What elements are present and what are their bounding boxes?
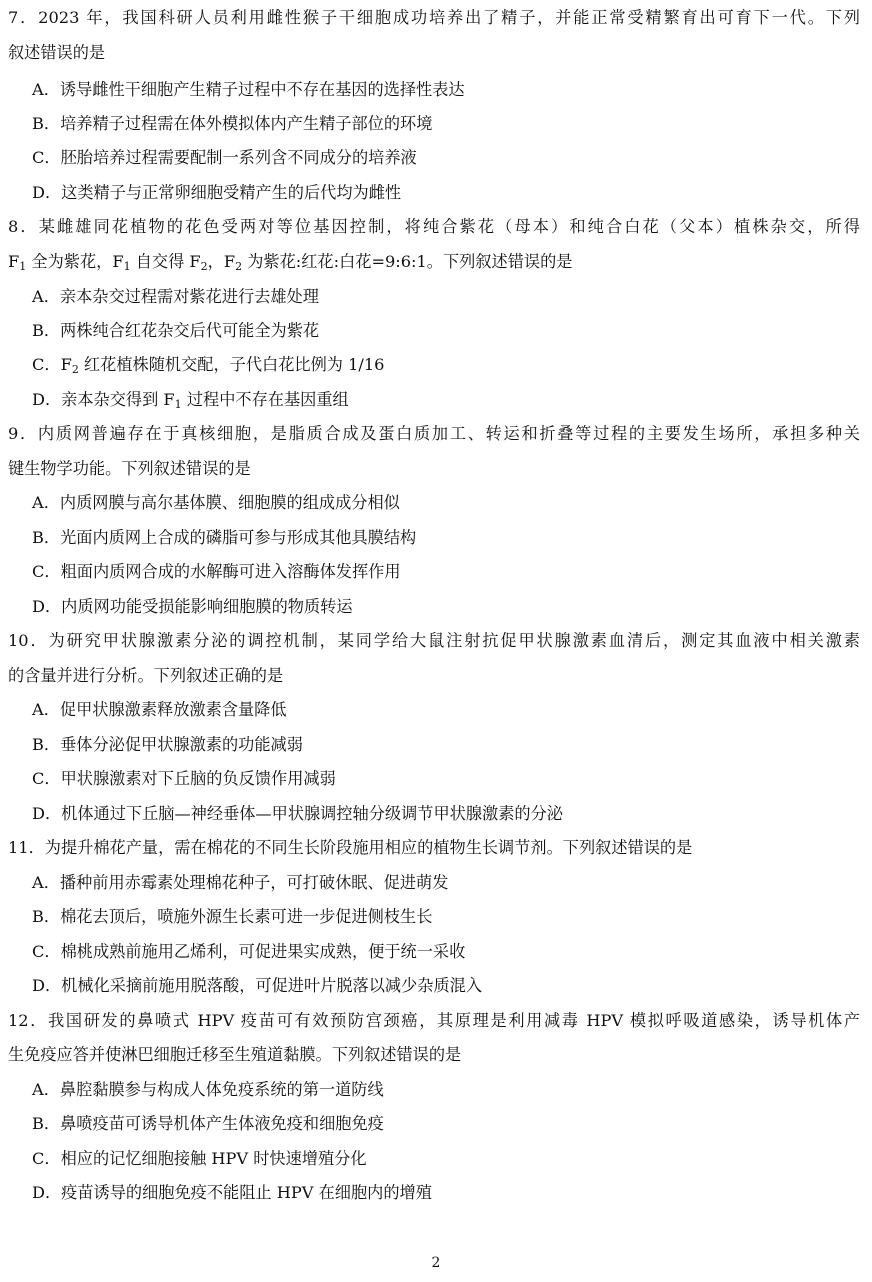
q9-stem-line1: 9．内质网普遍存在于真核细胞，是脂质合成及蛋白质加工、转运和折叠等过程的主要发生场所，承担多种关 [8,424,860,443]
q7-option-d: D．这类精子与正常卵细胞受精产生的后代均为雌性 [32,183,402,202]
q12-stem-line2: 生免疫应答并使淋巴细胞迁移至生殖道黏膜。下列叙述错误的是 [8,1045,462,1064]
q11-option-d: D．机械化采摘前施用脱落酸，可促进叶片脱落以减少杂质混入 [32,976,483,995]
q11-option-a: A．播种前用赤霉素处理棉花种子，可打破休眠、促进萌发 [32,873,449,892]
page-number: 2 [431,1255,441,1271]
q7-option-a: A．诱导雌性干细胞产生精子过程中不存在基因的选择性表达 [32,80,465,99]
q12-option-b: B．鼻喷疫苗可诱导机体产生体液免疫和细胞免疫 [32,1114,384,1133]
q11-stem-line1: 11．为提升棉花产量，需在棉花的不同生长阶段施用相应的植物生长调节剂。下列叙述错误的是 [8,838,693,857]
q7-stem-line1: 7．2023 年，我国科研人员利用雌性猴子干细胞成功培养出了精子，并能正常受精繁育出可育下一代。下列 [8,8,860,27]
q8-option-a: A．亲本杂交过程需对紫花进行去雄处理 [32,287,319,306]
q11-option-c: C．棉桃成熟前施用乙烯利，可促进果实成熟，便于统一采收 [32,942,466,961]
q10-stem-line1: 10．为研究甲状腺激素分泌的调控机制，某同学给大鼠注射抗促甲状腺激素血清后，测定其血液中相关激素 [8,631,860,650]
q9-stem-line2: 键生物学功能。下列叙述错误的是 [8,459,251,478]
q8-stem-line1: 8．某雌雄同花植物的花色受两对等位基因控制，将纯合紫花（母本）和纯合白花（父本）植株杂交，所得 [8,217,860,236]
q12-stem-line1: 12．我国研发的鼻喷式 HPV 疫苗可有效预防宫颈癌，其原理是利用减毒 HPV 模拟呼吸道感染，诱导机体产 [8,1011,860,1030]
q9-option-d: D．内质网功能受损能影响细胞膜的物质转运 [32,597,353,616]
q9-option-a: A．内质网膜与高尔基体膜、细胞膜的组成成分相似 [32,493,400,512]
q7-stem-line2: 叙述错误的是 [8,43,106,62]
q7-option-c: C．胚胎培养过程需要配制一系列含不同成分的培养液 [32,148,417,167]
q10-option-b: B．垂体分泌促甲状腺激素的功能减弱 [32,735,303,754]
q10-option-d: D．机体通过下丘脑—神经垂体—甲状腺调控轴分级调节甲状腺激素的分泌 [32,804,563,823]
q10-stem-line2: 的含量并进行分析。下列叙述正确的是 [8,666,284,685]
q10-option-a: A．促甲状腺激素释放激素含量降低 [32,700,287,719]
q8-stem-line2: $F_1$ 全为紫花，$F_1$ 自交得 $F_2$，$F_2$ 为紫花:红花:白花=9:6:1。下列叙述错误的是 [8,252,573,273]
q12-option-c: C．相应的记忆细胞接触 HPV 时快速增殖分化 [32,1149,367,1168]
q8-option-c: C．$F_2$ 红花植株随机交配，子代白花比例为 1/16 [32,355,385,376]
q12-option-a: A．鼻腔黏膜参与构成人体免疫系统的第一道防线 [32,1080,384,1099]
q9-option-c: C．粗面内质网合成的水解酶可进入溶酶体发挥作用 [32,562,401,581]
q10-option-c: C．甲状腺激素对下丘脑的负反馈作用减弱 [32,769,336,788]
q9-option-b: B．光面内质网上合成的磷脂可参与形成其他具膜结构 [32,528,417,547]
q8-option-d: D．亲本杂交得到 $F_1$ 过程中不存在基因重组 [32,390,349,411]
q11-option-b: B．棉花去顶后，喷施外源生长素可进一步促进侧枝生长 [32,907,433,926]
q8-option-b: B．两株纯合红花杂交后代可能全为紫花 [32,321,320,340]
q12-option-d: D．疫苗诱导的细胞免疫不能阻止 HPV 在细胞内的增殖 [32,1183,432,1202]
q7-option-b: B．培养精子过程需在体外模拟体内产生精子部位的环境 [32,114,433,133]
